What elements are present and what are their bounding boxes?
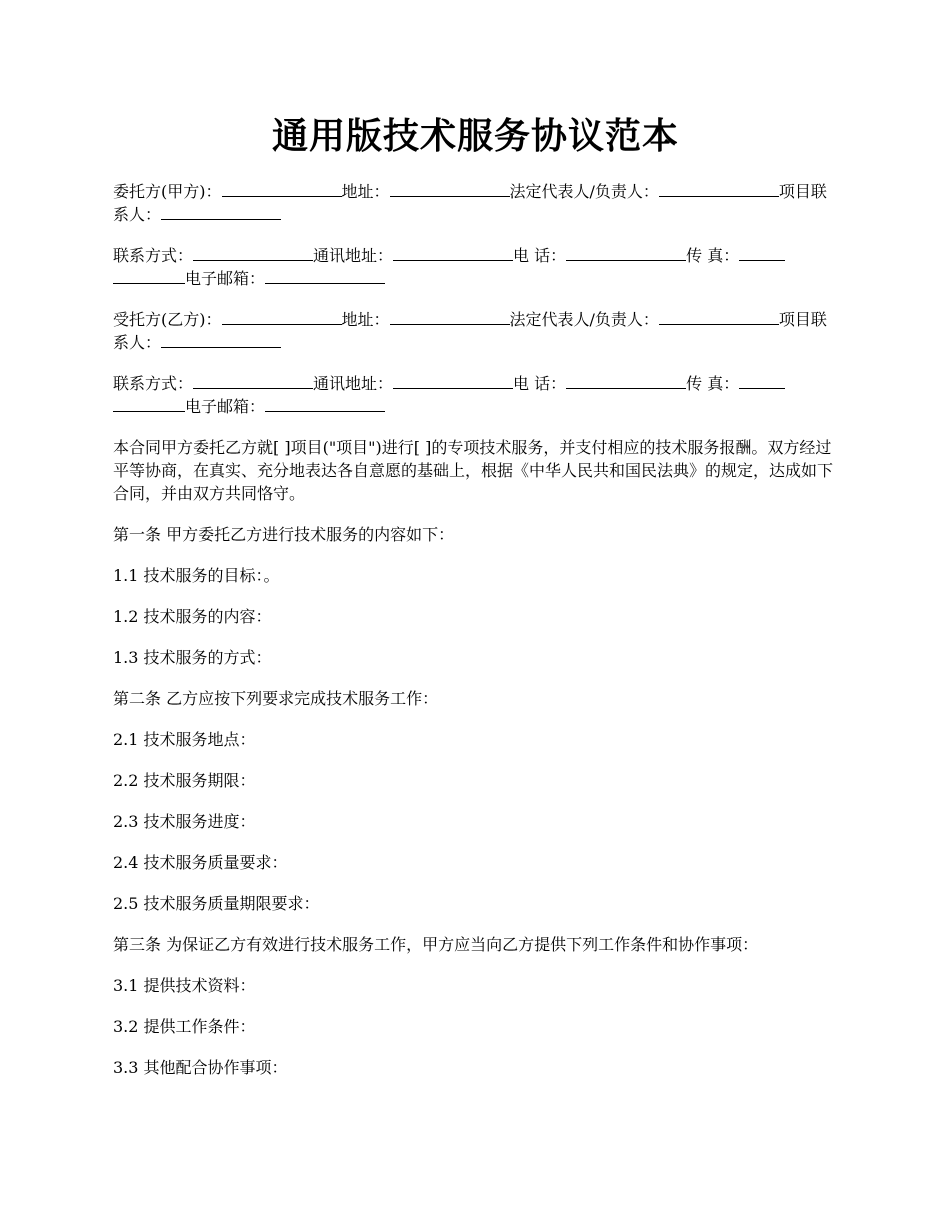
clause-1-2: 1.2 技术服务的内容：	[113, 607, 272, 626]
party-a-info	[113, 180, 838, 226]
clause-2-4: 2.4 技术服务质量要求：	[113, 853, 288, 872]
clause-2-5: 2.5 技术服务质量期限要求：	[113, 894, 320, 913]
party-b-contact-blank[interactable]	[193, 372, 313, 389]
party-a-contact-blank[interactable]	[193, 244, 313, 261]
party-b-fax-blank[interactable]	[739, 372, 785, 389]
party-a-legal-rep-blank[interactable]	[659, 180, 779, 197]
clause-3-2: 3.2 提供工作条件：	[113, 1017, 256, 1036]
clause-2-3: 2.3 技术服务进度：	[113, 812, 256, 831]
party-b-email-blank[interactable]	[265, 395, 385, 412]
party-b-contact-info	[113, 372, 838, 418]
party-a-address-label: 地址：	[341, 182, 390, 201]
party-b-fax-blank-cont[interactable]	[113, 395, 185, 412]
clause-1-1: 1.1 技术服务的目标：。	[113, 566, 280, 585]
clause-2-1: 2.1 技术服务地点：	[113, 730, 256, 749]
party-a-mail-address-label: 通讯地址：	[313, 246, 394, 265]
party-a-fax-blank-cont[interactable]	[113, 267, 185, 284]
party-a-email-label: 电子邮箱：	[185, 269, 266, 288]
party-b-label: 受托方(乙方)：	[113, 310, 222, 329]
party-b-fax-label: 传 真：	[686, 374, 740, 393]
party-b-info	[113, 308, 838, 354]
party-a-mail-address-blank[interactable]	[393, 244, 513, 261]
party-a-email-blank[interactable]	[265, 267, 385, 284]
intro-paragraph: 本合同甲方委托乙方就[ ]项目("项目")进行[ ]的专项技术服务，并支付相应的技术服务报酬。双方经过平等协商，在真实、充分地表达各自意愿的基础上，根据《中华人民共和国民法典》的规定，达成如下合同，并由双方共同恪守。	[113, 438, 834, 503]
party-a-fax-label: 传 真：	[686, 246, 740, 265]
party-b-name-blank[interactable]	[222, 308, 342, 325]
clause-3-3: 3.3 其他配合协作事项：	[113, 1058, 288, 1077]
party-b-phone-blank[interactable]	[566, 372, 686, 389]
document-page	[113, 110, 838, 1097]
clause-3: 第三条 为保证乙方有效进行技术服务工作，甲方应当向乙方提供下列工作条件和协作事项：	[113, 935, 759, 954]
party-b-phone-label: 电 话：	[513, 374, 567, 393]
clause-1-3: 1.3 技术服务的方式：	[113, 648, 272, 667]
party-b-address-blank[interactable]	[390, 308, 510, 325]
party-a-address-blank[interactable]	[390, 180, 510, 197]
party-b-mail-address-label: 通讯地址：	[313, 374, 394, 393]
party-a-phone-blank[interactable]	[566, 244, 686, 261]
party-b-contact-person-blank[interactable]	[161, 331, 281, 348]
party-b-email-label: 电子邮箱：	[185, 397, 266, 416]
clause-2: 第二条 乙方应按下列要求完成技术服务工作：	[113, 689, 439, 708]
party-a-contact-info	[113, 244, 838, 290]
party-b-mail-address-blank[interactable]	[393, 372, 513, 389]
party-b-legal-rep-blank[interactable]	[659, 308, 779, 325]
party-b-legal-rep-label: 法定代表人/负责人：	[509, 310, 659, 329]
party-b-address-label: 地址：	[341, 310, 390, 329]
party-a-name-blank[interactable]	[222, 180, 342, 197]
party-b-contact-person-label: 项目联系人：	[113, 310, 827, 352]
party-b-contact-label: 联系方式：	[113, 374, 194, 393]
document-title: 通用版技术服务协议范本	[271, 115, 679, 157]
clause-3-1: 3.1 提供技术资料：	[113, 976, 256, 995]
clause-1: 第一条 甲方委托乙方进行技术服务的内容如下：	[113, 525, 455, 544]
party-a-fax-blank[interactable]	[739, 244, 785, 261]
clause-2-2: 2.2 技术服务期限：	[113, 771, 256, 790]
party-a-contact-label: 联系方式：	[113, 246, 194, 265]
party-a-phone-label: 电 话：	[513, 246, 567, 265]
party-a-contact-person-label: 项目联系人：	[113, 182, 827, 224]
party-a-legal-rep-label: 法定代表人/负责人：	[509, 182, 659, 201]
party-a-label: 委托方(甲方)：	[113, 182, 222, 201]
party-a-contact-person-blank[interactable]	[161, 203, 281, 220]
